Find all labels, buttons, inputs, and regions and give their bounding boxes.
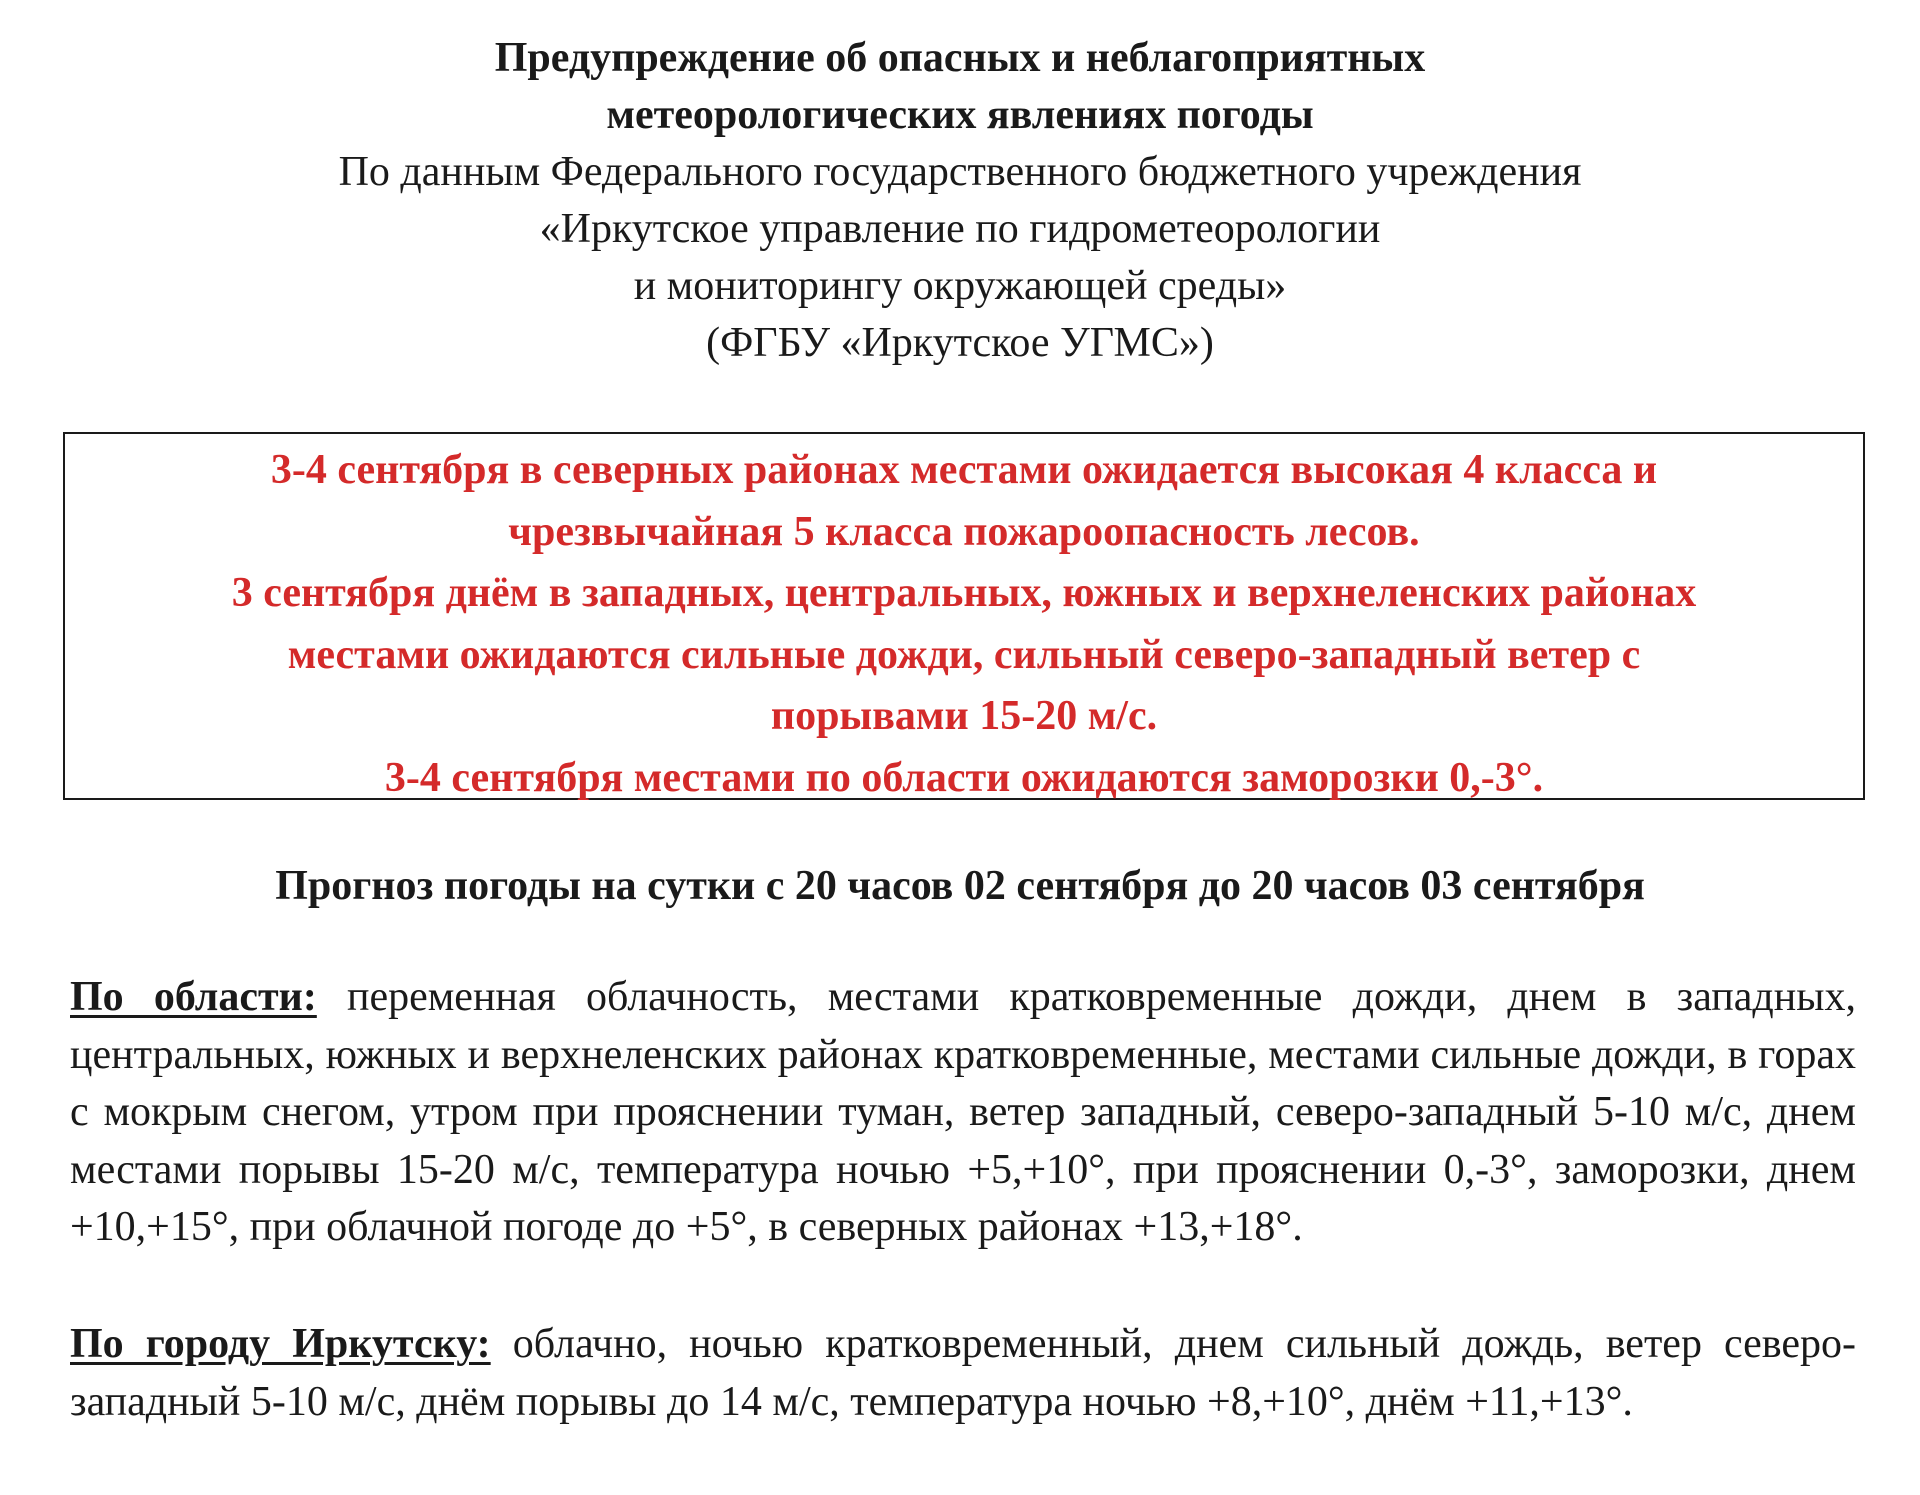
warning-line-5: порывами 15-20 м/с. bbox=[770, 693, 1158, 739]
source-line-2: «Иркутское управление по гидрометеорологии bbox=[539, 206, 1381, 252]
warning-line-3: 3 сентября днём в западных, центральных, южных и верхнеленских районах bbox=[231, 570, 1697, 616]
warning-box bbox=[63, 432, 1865, 800]
city-forecast-label: По городу Иркутску: bbox=[70, 1321, 491, 1367]
warning-line-2: чрезвычайная 5 класса пожароопасность лесов. bbox=[508, 508, 1420, 555]
region-forecast-label: По области: bbox=[70, 974, 317, 1020]
city-forecast bbox=[70, 1316, 1856, 1431]
document-header bbox=[0, 30, 1920, 372]
region-forecast bbox=[70, 969, 1856, 1257]
title-line-2: метеорологических явлениях погоды bbox=[606, 92, 1314, 138]
warning-line-6: 3-4 сентября местами по области ожидаются заморозки 0,-3°. bbox=[384, 754, 1544, 801]
city-forecast-text: облачно, ночью кратковременный, днем сильный дождь, ветер северо-западный 5-10 м/с, днём порывы до 14 м/с, температура ночью +8,+10°, днём +11,+13°. bbox=[70, 1321, 1857, 1425]
region-forecast-text: переменная облачность, местами кратковременные дожди, днем в западных, центральных, южных и верхнеленских районах кратковременные, местами сильные дожди, в горах с мокрым снегом, утром при прояснении туман, ветер западный, северо-западный 5-10 м/с, днем местами порывы 15-20 м/с, температура ночью +5,+10°, при прояснении 0,-3°, заморозки, днем +10,+15°, при облачной погоде до +5°, в северных районах +13,+18°. bbox=[70, 974, 1856, 1250]
warning-line-1: 3-4 сентября в северных районах местами ожидается высокая 4 класса и bbox=[270, 447, 1658, 493]
source-line-1: По данным Федерального государственного бюджетного учреждения bbox=[338, 149, 1582, 195]
source-line-3: и мониторингу окружающей среды» bbox=[633, 263, 1287, 309]
warning-line-4: местами ожидаются сильные дожди, сильный северо-западный ветер с bbox=[287, 631, 1641, 678]
source-line-4: (ФГБУ «Иркутское УГМС») bbox=[706, 320, 1214, 366]
title-line-1: Предупреждение об опасных и неблагоприятных bbox=[494, 35, 1426, 81]
forecast-title: Прогноз погоды на сутки с 20 часов 02 сентября до 20 часов 03 сентября bbox=[275, 863, 1645, 909]
